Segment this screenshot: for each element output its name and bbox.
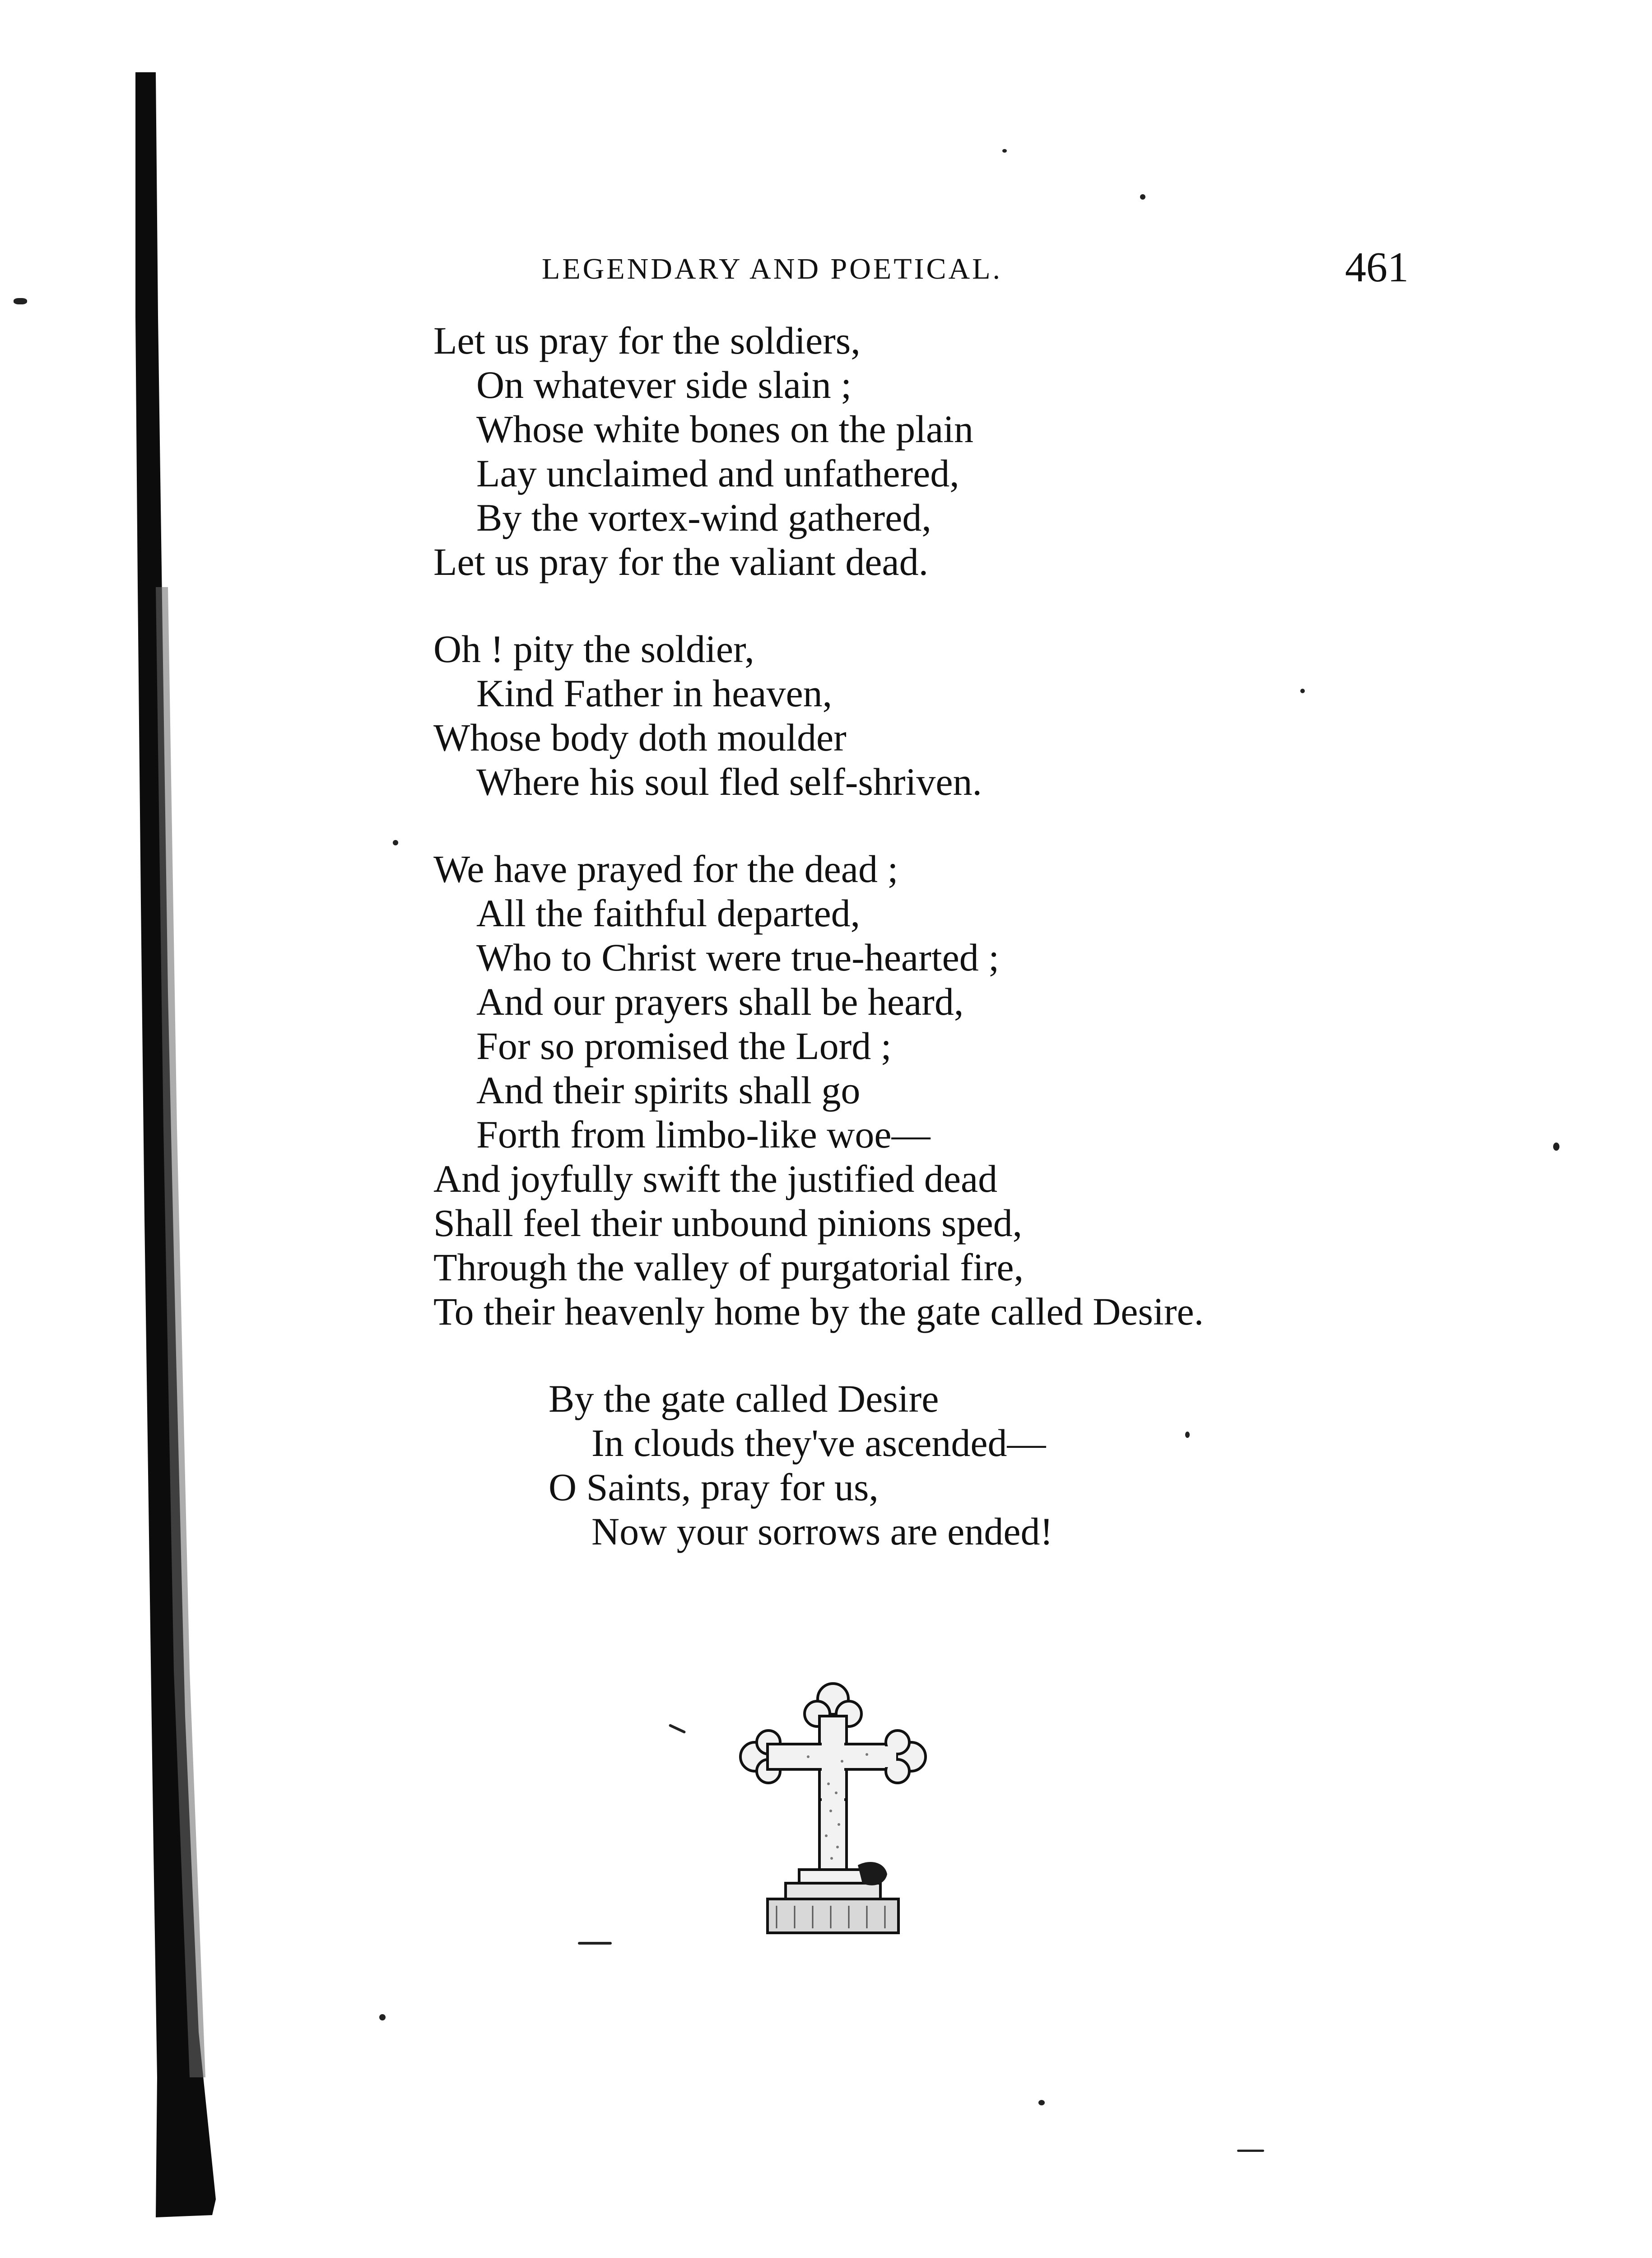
poem-line: For so promised the Lord ;	[476, 1024, 892, 1068]
speck	[393, 840, 398, 845]
poem-line: Let us pray for the valiant dead.	[433, 540, 929, 583]
speck	[1300, 689, 1305, 693]
poem-line: In clouds they've ascended—	[591, 1421, 1046, 1465]
poem-line: Now your sorrows are ended!	[591, 1510, 1053, 1553]
stanza-2	[433, 627, 1427, 804]
speck	[379, 2014, 386, 2020]
poem-line: Forth from limbo-like woe—	[476, 1113, 931, 1156]
running-head: LEGENDARY AND POETICAL.	[542, 252, 1003, 285]
poem-line: Whose body doth moulder	[433, 716, 847, 759]
poem-line: Lay unclaimed and unfathered,	[476, 452, 959, 495]
poem-line: Oh ! pity the soldier,	[433, 627, 754, 671]
poem-line: By the gate called Desire	[549, 1377, 939, 1420]
poem-line: Where his soul fled self-shriven.	[476, 760, 982, 803]
poem-line: Kind Father in heaven,	[476, 672, 833, 715]
speck	[1237, 2150, 1264, 2152]
poem-line: Through the valley of purgatorial fire,	[433, 1246, 1024, 1289]
speck	[578, 1942, 612, 1945]
cross-tailpiece-icon	[736, 1680, 930, 1937]
speck	[1038, 2100, 1045, 2105]
page-number: 461	[1345, 244, 1409, 291]
stanza-3	[433, 847, 1427, 1334]
poem-line: And their spirits shall go	[476, 1068, 861, 1112]
poem-line: O Saints, pray for us,	[549, 1465, 879, 1509]
speck	[14, 298, 27, 304]
poem-line: By the vortex-wind gathered,	[476, 496, 931, 539]
poem-line: Whose white bones on the plain	[476, 407, 974, 451]
poem-line: Shall feel their unbound pinions sped,	[433, 1201, 1023, 1245]
poem-line: We have prayed for the dead ;	[433, 847, 898, 891]
speck	[1002, 149, 1007, 153]
page-header	[542, 243, 1409, 293]
speck	[1185, 1432, 1190, 1438]
poem-line: And our prayers shall be heard,	[476, 980, 964, 1023]
poem-line: To their heavenly home by the gate called Desire.	[433, 1290, 1204, 1333]
poem-line: On whatever side slain ;	[476, 363, 852, 406]
stanza-4	[549, 1376, 1427, 1554]
poem-line: And joyfully swift the justified dead	[433, 1157, 998, 1200]
poem-line: Who to Christ were true-hearted ;	[476, 936, 1000, 979]
stanza-1	[433, 318, 1427, 584]
speck	[1553, 1143, 1559, 1151]
poem-line: All the faithful departed,	[476, 891, 861, 935]
poem-line: Let us pray for the soldiers,	[433, 319, 861, 362]
speck	[1140, 194, 1145, 200]
poem	[433, 318, 1427, 1596]
